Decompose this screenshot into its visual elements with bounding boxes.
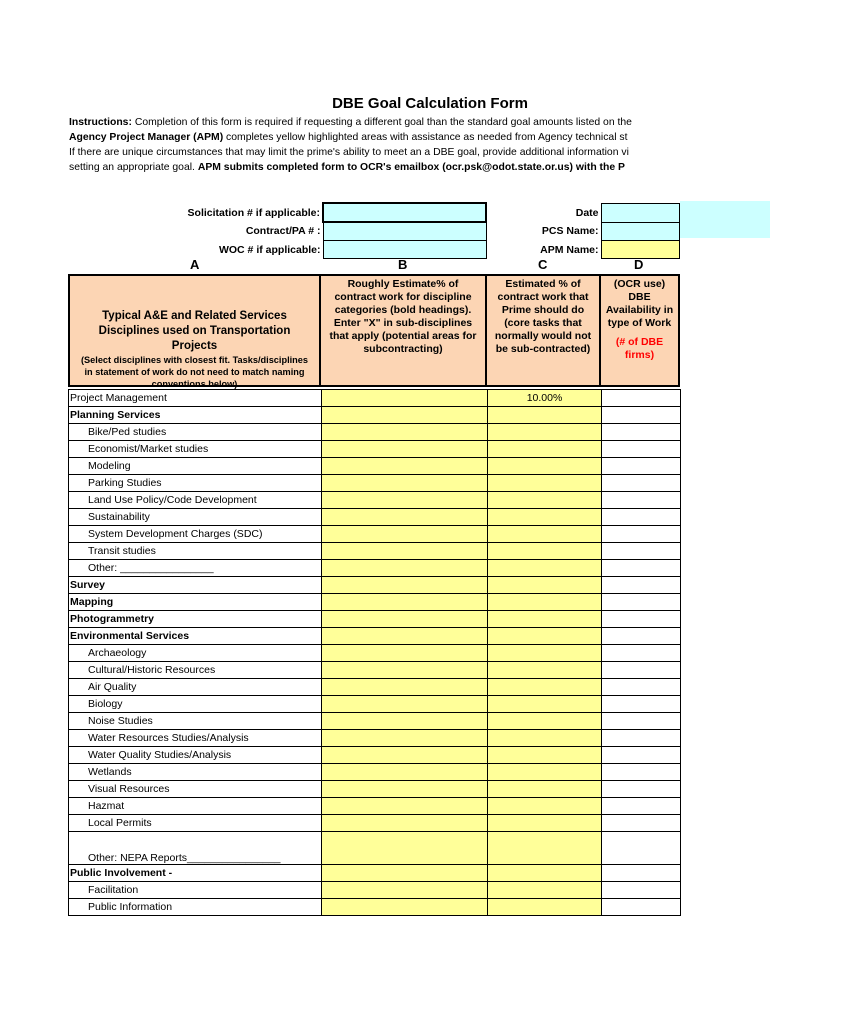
table-row <box>69 509 681 526</box>
prime-percent-cell[interactable] <box>488 764 602 781</box>
table-row <box>69 424 681 441</box>
table-row <box>69 730 681 747</box>
prime-percent-cell[interactable] <box>488 815 602 832</box>
table-row <box>69 832 681 865</box>
prime-percent-cell[interactable] <box>488 560 602 577</box>
dbe-availability-cell <box>602 679 681 696</box>
table-row <box>69 594 681 611</box>
overflow-cyan-cell <box>680 201 770 238</box>
dbe-availability-cell <box>602 882 681 899</box>
discipline-name: Survey <box>69 577 322 594</box>
column-c-header-line: Estimated % of <box>505 278 581 290</box>
dbe-availability-cell <box>602 628 681 645</box>
discipline-name: Local Permits <box>69 815 322 832</box>
estimate-percent-cell[interactable] <box>322 662 488 679</box>
table-row <box>69 645 681 662</box>
discipline-name: Air Quality <box>69 679 322 696</box>
dbe-availability-cell <box>602 526 681 543</box>
prime-percent-cell[interactable] <box>488 832 602 865</box>
estimate-percent-cell[interactable] <box>322 747 488 764</box>
column-b-header-line: that apply (potential areas for <box>329 330 477 342</box>
table-row <box>69 865 681 882</box>
discipline-name: Transit studies <box>69 543 322 560</box>
estimate-percent-cell[interactable] <box>322 832 488 865</box>
estimate-percent-cell[interactable] <box>322 509 488 526</box>
estimate-percent-cell[interactable] <box>322 475 488 492</box>
dbe-availability-cell <box>602 832 681 865</box>
dbe-availability-cell <box>602 441 681 458</box>
prime-percent-cell[interactable] <box>488 798 602 815</box>
discipline-name: System Development Charges (SDC) <box>69 526 322 543</box>
discipline-name: Land Use Policy/Code Development <box>69 492 322 509</box>
prime-percent-cell[interactable]: 10.00% <box>488 390 602 407</box>
estimate-percent-cell[interactable] <box>322 611 488 628</box>
estimate-percent-cell[interactable] <box>322 798 488 815</box>
dbe-availability-cell <box>602 713 681 730</box>
dbe-availability-cell <box>602 696 681 713</box>
discipline-name: Wetlands <box>69 764 322 781</box>
dbe-availability-cell <box>602 611 681 628</box>
table-row <box>69 662 681 679</box>
dbe-availability-cell <box>602 475 681 492</box>
form-title: DBE Goal Calculation Form <box>332 95 528 112</box>
column-b-header-line: Roughly Estimate% of <box>347 278 459 290</box>
pcs-name-input[interactable] <box>601 222 679 241</box>
prime-percent-cell[interactable] <box>488 594 602 611</box>
column-a-title-2: Disciplines used on Transportation <box>98 325 291 337</box>
project-info-table <box>68 202 680 259</box>
estimate-percent-cell[interactable] <box>322 526 488 543</box>
table-row <box>69 577 681 594</box>
prime-percent-cell[interactable] <box>488 696 602 713</box>
estimate-percent-cell[interactable] <box>322 577 488 594</box>
prime-percent-cell[interactable] <box>488 526 602 543</box>
table-row <box>69 815 681 832</box>
table-row <box>69 475 681 492</box>
prime-percent-cell[interactable] <box>488 662 602 679</box>
estimate-percent-cell[interactable] <box>322 730 488 747</box>
column-d-header-line: DBE <box>628 291 651 303</box>
instructions <box>69 115 680 173</box>
estimate-percent-cell[interactable] <box>322 899 488 916</box>
prime-percent-cell[interactable] <box>488 509 602 526</box>
date-input[interactable] <box>601 203 679 222</box>
column-b-header-line: categories (bold headings). <box>334 304 472 316</box>
table-row <box>69 713 681 730</box>
dbe-availability-cell <box>602 458 681 475</box>
table-row <box>69 798 681 815</box>
prime-percent-cell[interactable] <box>488 492 602 509</box>
prime-percent-cell[interactable] <box>488 407 602 424</box>
column-d-header-note: firms) <box>624 349 655 361</box>
discipline-name: Bike/Ped studies <box>69 424 322 441</box>
dbe-availability-cell <box>602 492 681 509</box>
woc-label: WOC # if applicable: <box>218 243 321 256</box>
prime-percent-cell[interactable] <box>488 441 602 458</box>
solicitation-label: Solicitation # if applicable: <box>187 206 320 219</box>
dbe-availability-cell <box>602 543 681 560</box>
dbe-availability-cell <box>602 899 681 916</box>
table-row <box>69 441 681 458</box>
dbe-availability-cell <box>602 645 681 662</box>
discipline-name: Planning Services <box>69 407 322 424</box>
discipline-name: Photogrammetry <box>69 611 322 628</box>
table-row <box>69 526 681 543</box>
instructions-label: Instructions: <box>69 117 132 128</box>
table-row <box>69 390 681 407</box>
estimate-percent-cell[interactable] <box>322 458 488 475</box>
discipline-name: Archaeology <box>69 645 322 662</box>
column-d-header-line: Availability in <box>605 304 674 316</box>
dbe-availability-cell <box>602 730 681 747</box>
estimate-percent-cell[interactable] <box>322 492 488 509</box>
instructions-line-3: If there are unique circumstances that may limit the prime's ability to meet an a DBE goal, provide additional information vi <box>69 147 629 158</box>
column-c-header-line: Prime should do <box>501 304 585 316</box>
column-c-header-line: (core tasks that <box>504 317 582 329</box>
column-b-header <box>321 274 487 387</box>
column-letter-b: B <box>398 257 408 272</box>
instructions-line-1: Completion of this form is required if requesting a different goal than the standard goal amounts listed on the <box>131 117 632 128</box>
prime-percent-cell[interactable] <box>488 424 602 441</box>
prime-percent-cell[interactable] <box>488 475 602 492</box>
discipline-name: Public Information <box>69 899 322 916</box>
prime-percent-cell[interactable] <box>488 611 602 628</box>
discipline-name: Public Involvement - <box>69 865 322 882</box>
apm-name-label: APM Name: <box>540 243 599 256</box>
discipline-name: Project Management <box>69 390 322 407</box>
estimate-percent-cell[interactable] <box>322 424 488 441</box>
discipline-name: Visual Resources <box>69 781 322 798</box>
table-row <box>69 458 681 475</box>
prime-percent-cell[interactable] <box>488 713 602 730</box>
estimate-percent-cell[interactable] <box>322 407 488 424</box>
estimate-percent-cell[interactable] <box>322 865 488 882</box>
discipline-name: Noise Studies <box>69 713 322 730</box>
column-letter-d: D <box>634 257 644 272</box>
discipline-name: Other: NEPA Reports________________ <box>69 832 322 865</box>
discipline-name: Water Quality Studies/Analysis <box>69 747 322 764</box>
dbe-availability-cell <box>602 594 681 611</box>
estimate-percent-cell[interactable] <box>322 882 488 899</box>
dbe-availability-cell <box>602 798 681 815</box>
dbe-availability-cell <box>602 764 681 781</box>
column-d-header-note: (# of DBE <box>615 336 664 348</box>
dbe-availability-cell <box>602 407 681 424</box>
column-a-header <box>68 274 321 387</box>
dbe-availability-cell <box>602 662 681 679</box>
estimate-percent-cell[interactable] <box>322 543 488 560</box>
column-c-header-line: contract work that <box>497 291 589 303</box>
column-a-title-1: Typical A&E and Related Services <box>102 310 287 322</box>
column-d-header <box>601 274 680 387</box>
table-row <box>69 543 681 560</box>
estimate-percent-cell[interactable] <box>322 594 488 611</box>
prime-percent-cell[interactable] <box>488 899 602 916</box>
estimate-percent-cell[interactable] <box>322 628 488 645</box>
estimate-percent-cell[interactable] <box>322 781 488 798</box>
dbe-availability-cell <box>602 424 681 441</box>
table-row <box>69 696 681 713</box>
estimate-percent-cell[interactable] <box>322 441 488 458</box>
column-b-header-line: contract work for discipline <box>334 291 472 303</box>
column-b-header-line: Enter "X" in sub-disciplines <box>333 317 473 329</box>
discipline-name: Economist/Market studies <box>69 441 322 458</box>
instructions-line-2: completes yellow highlighted areas with assistance as needed from Agency technical st <box>223 132 628 143</box>
solicitation-input[interactable] <box>323 203 486 222</box>
discipline-name: Parking Studies <box>69 475 322 492</box>
contract-label: Contract/PA # : <box>245 225 321 238</box>
dbe-availability-cell <box>602 815 681 832</box>
instructions-line-4: setting an appropriate goal. <box>69 162 198 173</box>
dbe-availability-cell <box>602 865 681 882</box>
dbe-availability-cell <box>602 747 681 764</box>
discipline-name: Modeling <box>69 458 322 475</box>
column-a-note-2: in statement of work do not need to match naming <box>84 367 305 377</box>
prime-percent-cell[interactable] <box>488 865 602 882</box>
column-c-header <box>487 274 601 387</box>
discipline-name: Cultural/Historic Resources <box>69 662 322 679</box>
table-row <box>69 882 681 899</box>
column-b-header-line: subcontracting) <box>363 343 443 355</box>
prime-percent-cell[interactable] <box>488 882 602 899</box>
instructions-submit-note: APM submits completed form to OCR's emailbox (ocr.psk@odot.state.or.us) with the P <box>197 162 625 173</box>
column-letter-c: C <box>538 257 548 272</box>
table-row <box>69 611 681 628</box>
discipline-name: Other: ________________ <box>69 560 322 577</box>
table-row <box>69 764 681 781</box>
discipline-name: Biology <box>69 696 322 713</box>
prime-percent-cell[interactable] <box>488 577 602 594</box>
column-c-header-line: normally would not <box>494 330 592 342</box>
table-row <box>69 899 681 916</box>
column-d-header-line: type of Work <box>607 317 672 329</box>
table-row <box>69 492 681 509</box>
prime-percent-cell[interactable] <box>488 543 602 560</box>
estimate-percent-cell[interactable] <box>322 645 488 662</box>
prime-percent-cell[interactable] <box>488 747 602 764</box>
dbe-availability-cell <box>602 560 681 577</box>
table-row <box>69 781 681 798</box>
column-a-note-1: (Select disciplines with closest fit. Tasks/disciplines <box>80 355 309 365</box>
table-row <box>69 747 681 764</box>
date-label: Date <box>575 206 599 219</box>
contract-input[interactable] <box>323 222 486 241</box>
table-row <box>69 407 681 424</box>
estimate-percent-cell[interactable] <box>322 764 488 781</box>
dbe-availability-cell <box>602 509 681 526</box>
dbe-availability-cell <box>602 781 681 798</box>
table-row <box>69 560 681 577</box>
estimate-percent-cell[interactable] <box>322 679 488 696</box>
column-d-header-line: (OCR use) <box>613 278 666 290</box>
discipline-name: Mapping <box>69 594 322 611</box>
discipline-name: Hazmat <box>69 798 322 815</box>
table-row <box>69 679 681 696</box>
prime-percent-cell[interactable] <box>488 628 602 645</box>
pcs-name-label: PCS Name: <box>541 225 599 238</box>
prime-percent-cell[interactable] <box>488 679 602 696</box>
discipline-name: Sustainability <box>69 509 322 526</box>
table-row <box>69 628 681 645</box>
prime-percent-cell[interactable] <box>488 458 602 475</box>
apm-label: Agency Project Manager (APM) <box>69 132 224 143</box>
column-c-header-line: be sub-contracted) <box>495 343 591 355</box>
apm-name-input[interactable] <box>601 241 679 259</box>
dbe-availability-cell <box>602 390 681 407</box>
discipline-name: Water Resources Studies/Analysis <box>69 730 322 747</box>
discipline-name: Environmental Services <box>69 628 322 645</box>
disciplines-table <box>68 389 681 916</box>
estimate-percent-cell[interactable] <box>322 390 488 407</box>
estimate-percent-cell[interactable] <box>322 560 488 577</box>
estimate-percent-cell[interactable] <box>322 713 488 730</box>
prime-percent-cell[interactable] <box>488 730 602 747</box>
estimate-percent-cell[interactable] <box>322 696 488 713</box>
discipline-name: Facilitation <box>69 882 322 899</box>
estimate-percent-cell[interactable] <box>322 815 488 832</box>
prime-percent-cell[interactable] <box>488 781 602 798</box>
woc-input[interactable] <box>323 241 486 259</box>
column-a-title-3: Projects <box>171 340 218 352</box>
dbe-availability-cell <box>602 577 681 594</box>
column-letter-a: A <box>190 257 200 272</box>
column-a-note-3: conventions below) <box>151 379 238 389</box>
prime-percent-cell[interactable] <box>488 645 602 662</box>
